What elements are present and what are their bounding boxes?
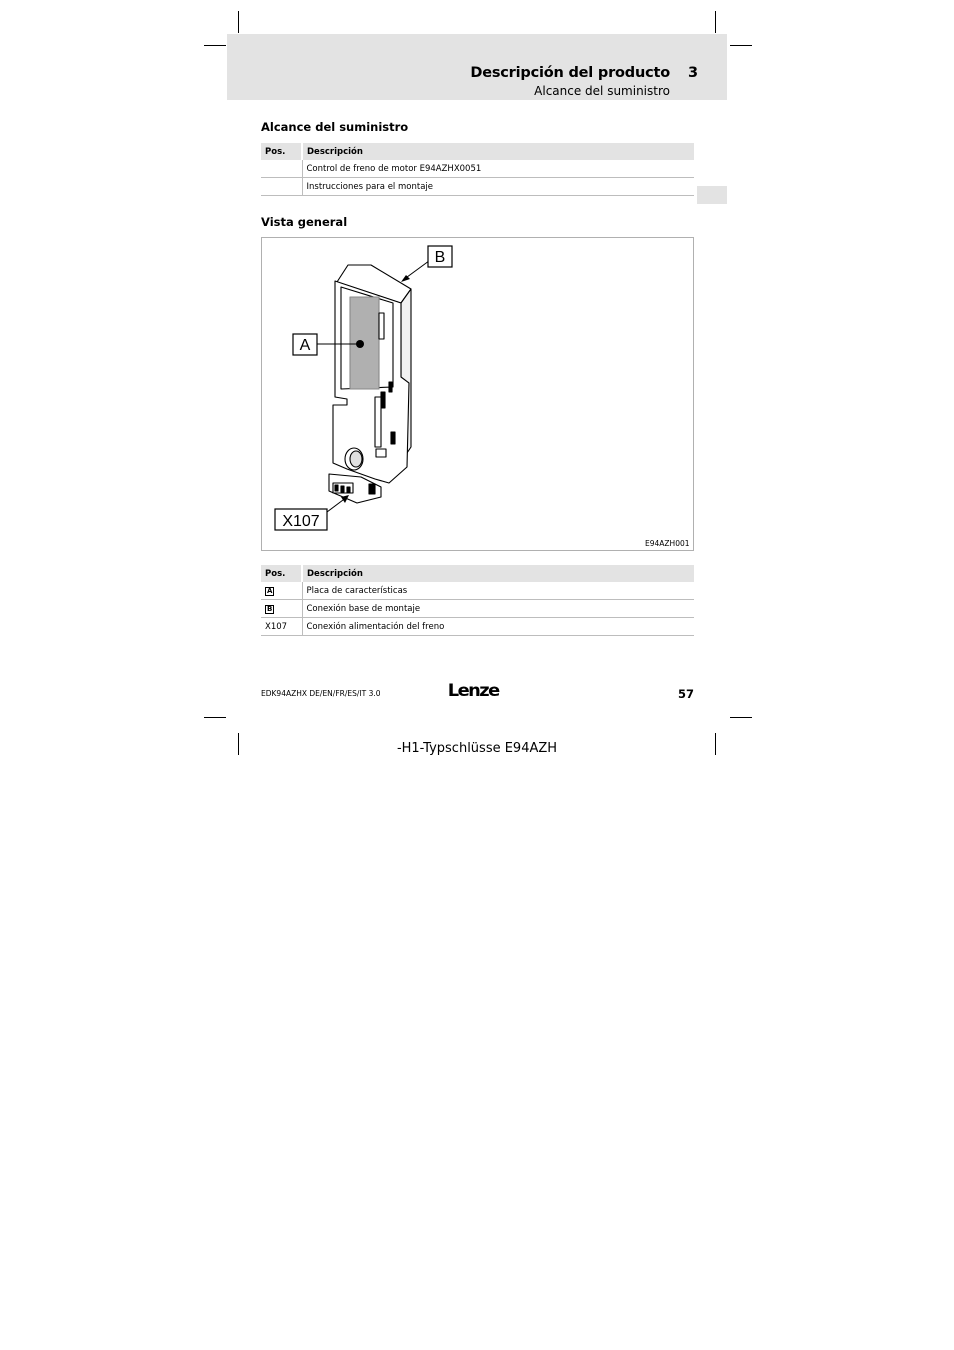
device-illustration <box>261 237 695 552</box>
figure-code: E94AZH001 <box>645 539 690 548</box>
figure-label-b: B <box>434 249 446 266</box>
table-row <box>261 582 694 600</box>
table-header-row <box>261 565 694 582</box>
row-desc: Conexión alimentación del freno <box>302 618 694 636</box>
chapter-side-tab <box>697 186 727 204</box>
col-desc-header: Descripción <box>302 143 694 160</box>
scope-table <box>261 143 694 196</box>
crop-mark <box>204 717 226 718</box>
page-number: 57 <box>678 687 695 701</box>
figure-label-x107: X107 <box>282 513 320 530</box>
row-pos <box>261 178 302 196</box>
crop-mark <box>715 11 716 33</box>
row-desc: Control de freno de motor E94AZHX0051 <box>302 160 694 178</box>
table-row <box>261 600 694 618</box>
table-row <box>261 160 694 178</box>
col-pos-header: Pos. <box>261 143 302 160</box>
col-desc-header: Descripción <box>302 565 694 582</box>
table-header-row <box>261 143 694 160</box>
chapter-title: Descripción del producto <box>470 65 670 81</box>
overview-table <box>261 565 694 636</box>
figure-label-a: A <box>299 337 311 354</box>
row-desc: Instrucciones para el montaje <box>302 178 694 196</box>
row-pos <box>261 160 302 178</box>
overview-heading: Vista general <box>261 215 348 229</box>
table-row <box>261 178 694 196</box>
col-pos-header: Pos. <box>261 565 302 582</box>
footer-doc-id: EDK94AZHX DE/EN/FR/ES/IT 3.0 <box>261 689 381 698</box>
row-pos-badge: A <box>267 586 273 595</box>
table-row <box>261 618 694 636</box>
crop-mark <box>730 45 752 46</box>
crop-mark <box>730 717 752 718</box>
row-desc: Placa de características <box>302 582 694 600</box>
chapter-number: 3 <box>688 65 699 81</box>
crop-mark <box>204 45 226 46</box>
scope-heading: Alcance del suministro <box>261 120 409 134</box>
crop-mark <box>238 11 239 33</box>
chapter-subtitle: Alcance del suministro <box>534 84 670 98</box>
bottom-caption: -H1-Typschlüsse E94AZH <box>396 741 558 756</box>
lenze-logo: Lenze <box>447 681 499 701</box>
row-pos-badge: B <box>267 604 273 613</box>
row-pos: X107 <box>261 618 302 636</box>
row-desc: Conexión base de montaje <box>302 600 694 618</box>
